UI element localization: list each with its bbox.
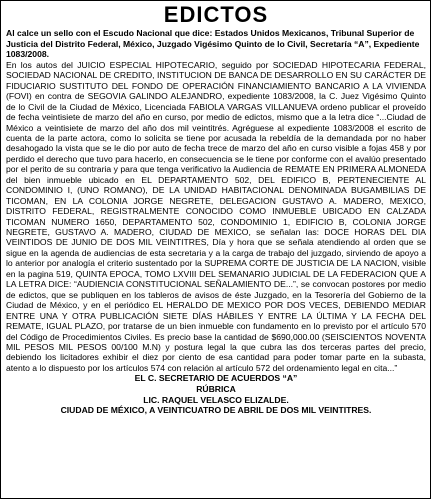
secretary-title: EL C. SECRETARIO DE ACUERDOS “A” xyxy=(134,373,298,384)
place-and-date: CIUDAD DE MÉXICO, A VEINTICUATRO DE ABRIL DE DOS MIL VEINTITRES. xyxy=(60,405,372,416)
signature-label: RÚBRICA xyxy=(196,383,236,394)
notice-title: EDICTOS xyxy=(163,2,269,27)
secretary-name: LIC. RAQUEL VELASCO ELIZALDE. xyxy=(143,394,289,405)
notice-header: Al calce un sello con el Escudo Nacional que dice: Estados Unidos Mexicanos, Tribunal Superior de Justicia del Distrito Federal, México, Juzgado Vigésimo Quinto de lo Civil, Secretaría “A”, Expediente 1083/2008. xyxy=(6,28,420,60)
notice-body: En los autos del JUICIO ESPECIAL HIPOTECARIO, seguido por SOCIEDAD HIPOTECARIA FEDERAL, SOCIEDAD NACIONAL DE CREDITO, INSTITUCION DE BANCA DE DESARROLLO EN SU CARÁCTER DE FIDUCIARIO SUSTITUTO DEL FONDO DE OPERACIÓN FINANCIAMIENTO BANCARIO A LA VIVIENDA (FOVI) en contra de SEGOVIA GALINDO ALEJANDRO, expediente 1083/2008, la C. Juez Vigésimo Quinto de lo Civil de la Ciudad de México, Licenciada FABIOLA VARGAS VILLANUEVA ordeno publicar el proveído de fecha veintisiete de marzo del año en curso, por medio de edictos, mismo que a la letra dice “...Ciudad de México a veintisiete de marzo del año dos mil veintitrés. Agréguese al expediente 1083/2008 el escrito de cuenta de la parte actora, como lo solicita se tiene por acusada la rebeldía de la demandada por no haber desahogado la vista que se le dio por auto de fecha trece de marzo del año en curso visible a fojas 458 y por perdido el derecho que tuvo para hacerlo, en consecuencia se le tiene por conforme con el avalúo presentado por el perito de su contraria y para que tenga verificativo la Audiencia de REMATE EN PRIMERA ALMONEDA del bien inmueble ubicado en EL DEPARTAMENTO 502, DEL EDIFICO B, PERTENECIENTE AL CONDOMINIO I, (UNO ROMANO), DE LA UNIDAD HABITACIONAL DENOMINADA BUGAMBILIAS DE TICOMAN, EN LA COLONIA JORGE NEGRETE, DELEGACION GUSTAVO A. MADERO, MEXICO, DISTRITO FEDERAL, REGISTRALMENTE CONOCIDO COMO INMUEBLE UBICADO EN CALZADA TICOMAN NUMERO 1650, DEPARTAMENTO 502, CONDOMINIO 1, EDIFICIO B, COLONIA JORGE NEGRETE, GUSTAVO A. MADERO, CIUDAD DE MEXICO, se señalan las: DOCE HORAS DEL DIA VEINTIDOS DE JUNIO DE DOS MIL VEINTITRES, Día y hora que se señala atendiendo al orden que se sigue en la agenda de audiencias de esta secretaria y a la carga de trabajo del juzgado, sirviendo de apoyo a lo anterior por analogía el criterio sustentado por la SUPREMA CORTE DE JUSTICIA DE LA NACION, visible en la pagina 519, QUINTA EPOCA, TOMO LXVIII DEL SEMANARIO JUDICIAL DE LA FEDERACION QUE A LA LETRA DICE: “AUDIENCIA CONSTITUCIONAL SEÑALAMIENTO DE...”, se convocan postores por medio de edictos, que se publiquen en los tableros de avisos de éste Juzgado, en la Tesorería del Gobierno de la Ciudad de México, y en el periódico EL HERALDO DE MEXICO POR DOS VECES, DEBIENDO MEDIAR ENTRE UNA Y OTRA PUBLICACIÓN SIETE DÍAS HÁBILES Y ENTRE LA ÚLTIMA Y LA FECHA DEL REMATE, IGUAL PLAZO, por tratarse de un bien inmueble con fundamento en lo previsto por el artículo 570 del Código de Procedimientos Civiles. Es precio base la cantidad de $690,000.00 (SEISCIENTOS NOVENTA MIL PESOS MIL PESOS 00/100 M.N) y postura legal la que cubra las dos terceras partes del precio, debiendo los licitadores exhibir el diez por ciento de esa cantidad para poder tomar parte en la subasta, atento a lo dispuesto por los artículos 574 con relación al artículo 572 del ordenamiento legal en cita...” xyxy=(6,59,426,373)
